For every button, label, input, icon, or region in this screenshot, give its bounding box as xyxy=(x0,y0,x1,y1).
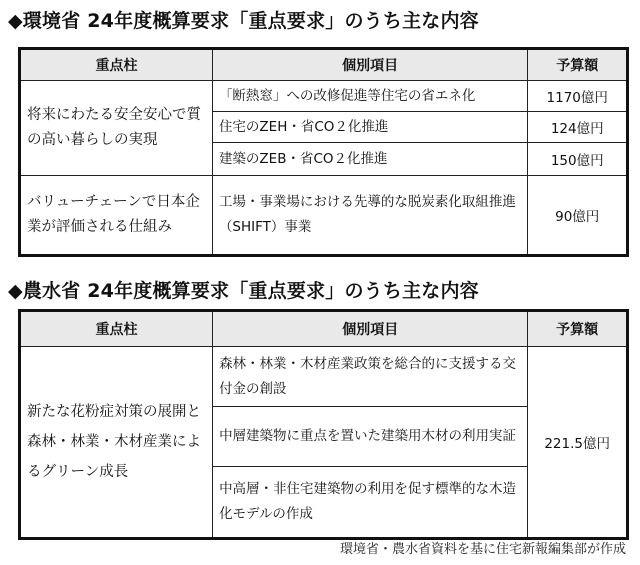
budget-cell: 150億円 xyxy=(528,143,628,176)
table-header-row xyxy=(20,49,628,81)
table-row xyxy=(20,176,628,256)
table-row xyxy=(20,347,628,407)
item-cell: 建築のZEB・省CO２化推進 xyxy=(212,143,527,176)
header-budget: 予算額 xyxy=(528,49,628,81)
maff-budget-table xyxy=(18,309,629,540)
pillar-cell: 新たな花粉症対策の展開と森林・林業・木材産業によるグリーン成長 xyxy=(20,347,213,539)
section2-title: ◆農水省 24年度概算要求「重点要求」のうち主な内容 xyxy=(8,280,479,302)
header-item: 個別項目 xyxy=(212,49,527,81)
header-budget: 予算額 xyxy=(528,311,628,347)
header-item: 個別項目 xyxy=(213,311,528,347)
budget-cell: 124億円 xyxy=(528,112,628,143)
budget-cell: 90億円 xyxy=(528,176,628,256)
item-cell: 森林・林業・木材産業政策を総合的に支援する交付金の創設 xyxy=(213,347,528,407)
table-header-row xyxy=(20,311,628,347)
item-cell: 「断熱窓」への改修促進等住宅の省エネ化 xyxy=(212,81,527,112)
item-cell: 中高層・非住宅建築物の利用を促す標準的な木造化モデルの作成 xyxy=(213,467,528,539)
table-row xyxy=(20,81,628,112)
header-pillar: 重点柱 xyxy=(20,311,213,347)
item-cell: 工場・事業場における先導的な脱炭素化取組推進（SHIFT）事業 xyxy=(212,176,527,256)
item-cell: 住宅のZEH・省CO２化推進 xyxy=(212,112,527,143)
pillar-cell: バリューチェーンで日本企業が評価される仕組み xyxy=(20,176,213,256)
pillar-cell: 将来にわたる安全安心で質の高い暮らしの実現 xyxy=(20,81,213,176)
item-cell: 中層建築物に重点を置いた建築用木材の利用実証 xyxy=(213,407,528,467)
budget-cell: 221.5億円 xyxy=(528,347,628,539)
moe-budget-table xyxy=(18,47,629,257)
header-pillar: 重点柱 xyxy=(20,49,213,81)
source-note: 環境省・農水省資料を基に住宅新報編集部が作成 xyxy=(339,542,626,557)
budget-cell: 1170億円 xyxy=(528,81,628,112)
section1-title: ◆環境省 24年度概算要求「重点要求」のうち主な内容 xyxy=(8,10,479,32)
